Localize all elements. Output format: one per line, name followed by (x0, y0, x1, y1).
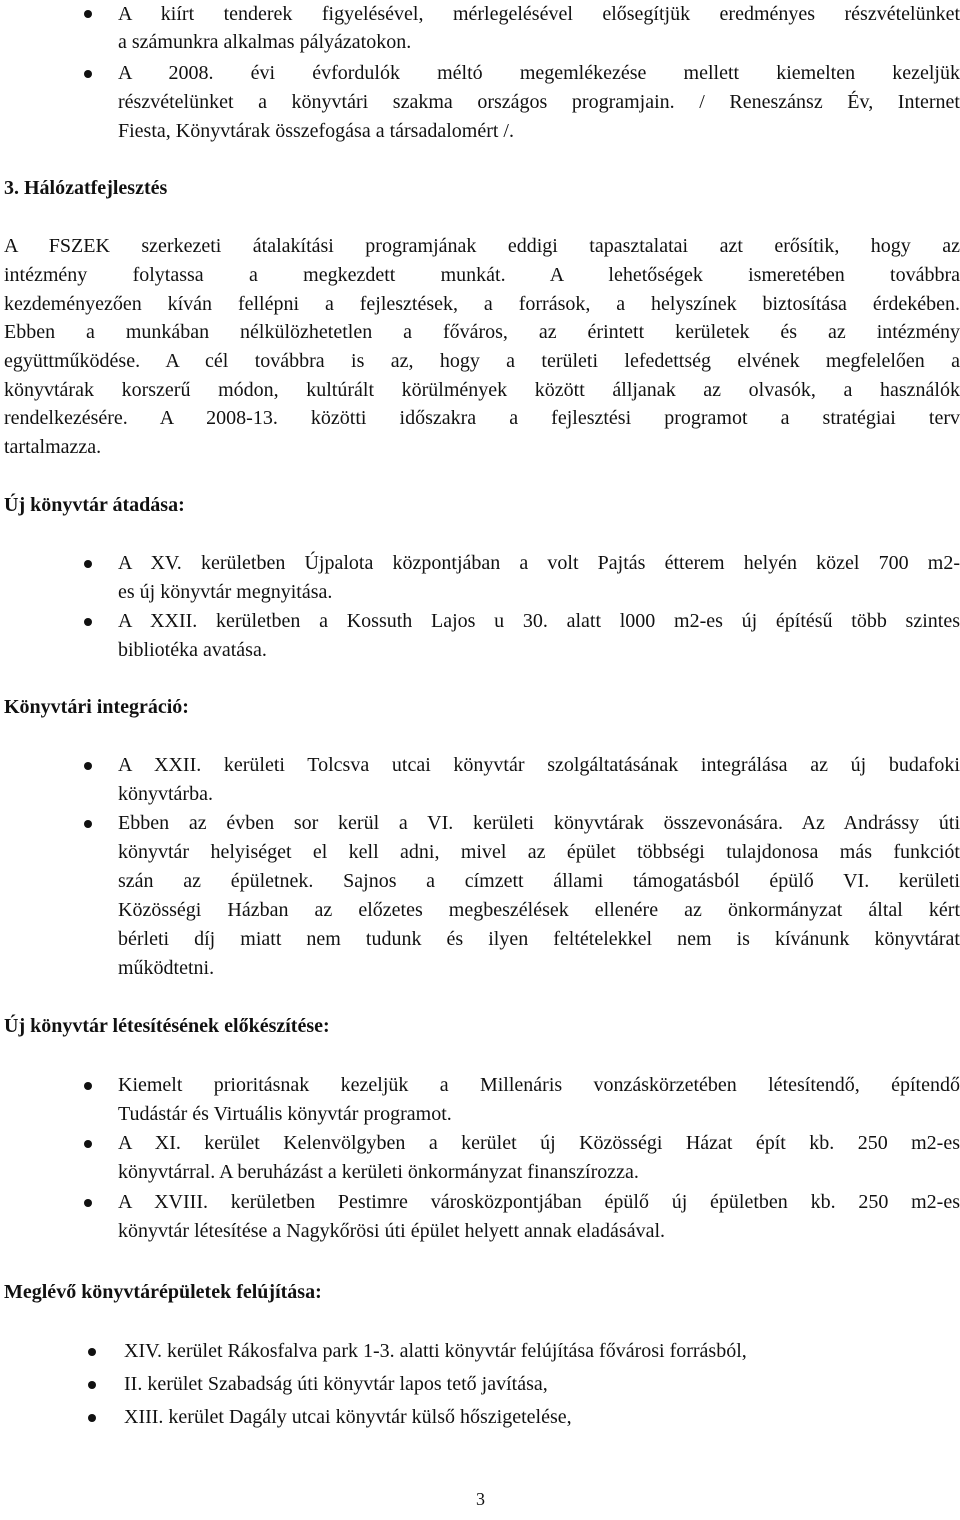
bullet-icon (84, 1140, 92, 1148)
list-item-line: Ebben az évben sor kerül a VI. kerületi könyvtárak összevonására. Az Andrássy úti (118, 812, 960, 834)
bullet-icon (84, 1199, 92, 1207)
list-item-line: Tudástár és Virtuális könyvtár programot. (118, 1103, 452, 1125)
list-item-line: A XV. kerületben Újpalota központjában a volt Pajtás étterem helyén közel 700 m2- (118, 552, 960, 574)
paragraph-line: rendelkezésére. A 2008-13. közötti időszakra a fejlesztési programot a stratégiai terv (4, 407, 960, 429)
bullet-icon (84, 10, 92, 18)
bullet-icon (84, 560, 92, 568)
paragraph-line: könyvtárak korszerű módon, kultúrált körülmények között álljanak az olvasók, a használók (4, 379, 960, 401)
list-item-line: A 2008. évi évfordulók méltó megemlékezése mellett kiemelten kezeljük (118, 62, 960, 84)
list-item-line: Kiemelt prioritásnak kezeljük a Millenáris vonzáskörzetében létesítendő, építendő (118, 1074, 960, 1096)
list-item-line: könyvtár létesítése a Nagykőrösi úti épület helyett annak eladásával. (118, 1220, 666, 1242)
list-item-line: A XI. kerület Kelenvölgyben a kerület új Közösségi Házat épít kb. 250 m2-es (118, 1132, 960, 1154)
paragraph-line: Ebben a munkában nélkülözhetetlen a főváros, az érintett kerületek és az intézmény (4, 321, 960, 343)
list-item-line: A XXII. kerületi Tolcsva utcai könyvtár szolgáltatásának integrálása az új budafoki (118, 754, 960, 776)
bullet-icon (88, 1348, 96, 1356)
list-item-line: XIV. kerület Rákosfalva park 1-3. alatti könyvtár felújítása fővárosi forrásból, (124, 1340, 747, 1362)
list-item-line: A XVIII. kerületben Pestimre városközpontjában épülő új épületben kb. 250 m2-es (118, 1191, 960, 1213)
paragraph-line: kezdeményezően kíván fellépni a fejlesztések, a források, a helyszínek biztosítása érdekében. (4, 293, 960, 315)
list-item-line: Fiesta, Könyvtárak összefogása a társadalomért /. (118, 120, 514, 142)
section-heading: Új könyvtár átadása: (4, 494, 185, 516)
section-heading: Meglévő könyvtárépületek felújítása: (4, 1281, 322, 1303)
list-item-line: működtetni. (118, 957, 215, 979)
list-item-line: részvételünket a könyvtári szakma országos programjain. / Reneszánsz Év, Internet (118, 91, 960, 113)
list-item-line: Közösségi Házban az előzetes megbeszélések ellenére az önkormányzat által kért (118, 899, 960, 921)
list-item-line: A XXII. kerületben a Kossuth Lajos u 30. alatt l000 m2-es új építésű több szintes (118, 610, 960, 632)
list-item-line: könyvtárba. (118, 783, 213, 805)
list-item-line: II. kerület Szabadság úti könyvtár lapos tető javítása, (124, 1373, 548, 1395)
paragraph-line: A FSZEK szerkezeti átalakítási programjának eddigi tapasztalatai azt erősítik, hogy az (4, 235, 960, 257)
list-item-line: A kiírt tenderek figyelésével, mérlegelésével elősegítjük eredményes részvételünket (118, 3, 960, 25)
list-item-line: könyvtárral. A beruházást a kerületi önkormányzat finanszírozza. (118, 1161, 639, 1183)
list-item-line: könyvtár helyiséget el kell adni, mivel az épület többségi tulajdonosa más funkciót (118, 841, 960, 863)
section-heading: Új könyvtár létesítésének előkészítése: (4, 1015, 330, 1037)
list-item-line: bérleti díj miatt nem tudunk és ilyen feltételekkel nem is kívánunk könyvtárat (118, 928, 960, 950)
bullet-icon (84, 762, 92, 770)
page-number: 3 (476, 1489, 485, 1509)
list-item-line: szán az épületnek. Sajnos a címzett állami támogatásból épülő VI. kerületi (118, 870, 960, 892)
paragraph-line: tartalmazza. (4, 436, 102, 458)
list-item-line: es új könyvtár megnyitása. (118, 581, 333, 603)
paragraph-line: intézmény folytassa a megkezdett munkát. A lehetőségek ismeretében továbbra (4, 264, 960, 286)
bullet-icon (84, 820, 92, 828)
bullet-icon (84, 1082, 92, 1090)
section-heading: Könyvtári integráció: (4, 696, 189, 718)
list-item-line: XIII. kerület Dagály utcai könyvtár külső hőszigetelése, (124, 1406, 572, 1428)
bullet-icon (84, 618, 92, 626)
bullet-icon (84, 70, 92, 78)
bullet-icon (88, 1381, 96, 1389)
list-item-line: bibliotéka avatása. (118, 639, 267, 661)
bullet-icon (88, 1414, 96, 1422)
section-heading: 3. Hálózatfejlesztés (4, 177, 168, 199)
list-item-line: a számunkra alkalmas pályázatokon. (118, 31, 412, 53)
paragraph-line: együttműködése. A cél továbbra is az, hogy a területi lefedettség elvének megfelelően a (4, 350, 960, 372)
